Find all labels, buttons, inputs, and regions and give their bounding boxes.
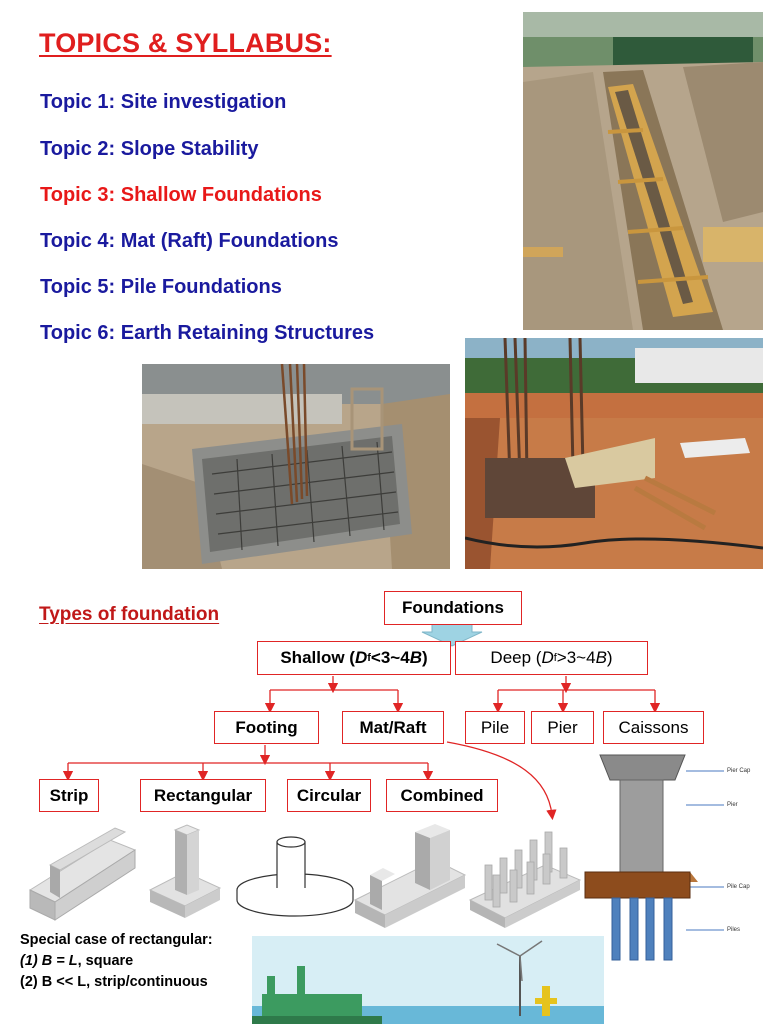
shallow-mid: <3~4 xyxy=(370,648,410,667)
shallow-box xyxy=(257,641,451,675)
combined-box: Combined xyxy=(386,779,498,812)
footing-box: Footing xyxy=(214,711,319,744)
deep-d: D xyxy=(541,648,554,667)
piles-label: Piles xyxy=(727,927,741,933)
deep-sub: f xyxy=(553,652,557,664)
topic-3-active: Topic 3: Shallow Foundations xyxy=(40,184,322,206)
strip-footing-illustration xyxy=(30,828,135,920)
topic-1: Topic 1: Site investigation xyxy=(40,91,287,113)
topic-2: Topic 2: Slope Stability xyxy=(40,138,259,160)
special-1-rest: , square xyxy=(77,953,134,969)
topic-4: Topic 4: Mat (Raft) Foundations xyxy=(40,230,339,252)
page-title: TOPICS & SYLLABUS: xyxy=(39,28,332,58)
deep-box xyxy=(455,641,648,675)
special-2-num: (2) xyxy=(20,974,38,990)
special-case-line-1 xyxy=(20,951,213,972)
deep-prefix: Deep ( xyxy=(490,648,542,667)
shallow-suffix: ) xyxy=(421,648,428,667)
special-2-text: B << L, strip/continuous xyxy=(37,974,208,990)
deep-suffix: ) xyxy=(606,648,613,667)
shallow-sub: f xyxy=(367,652,371,664)
shallow-prefix: Shallow ( xyxy=(280,648,355,667)
shallow-d: D xyxy=(354,648,368,667)
circular-footing-illustration xyxy=(237,837,353,916)
rectangular-box: Rectangular xyxy=(140,779,266,812)
pier-box: Pier xyxy=(531,711,594,744)
mat-raft-box: Mat/Raft xyxy=(342,711,444,744)
special-case-note xyxy=(20,930,213,993)
mat-raft-illustration xyxy=(470,832,580,928)
circular-box: Circular xyxy=(287,779,371,812)
offshore-foundation-illustration xyxy=(252,936,604,1024)
deep-foundation-site-photo xyxy=(465,338,763,569)
pile-box: Pile xyxy=(465,711,525,744)
foundations-root-box: Foundations xyxy=(384,591,522,625)
types-of-foundation-label: Types of foundation xyxy=(39,604,220,625)
rectangular-footing-illustration xyxy=(150,825,220,918)
topic-5: Topic 5: Pile Foundations xyxy=(40,276,282,298)
special-1-num: (1) xyxy=(20,953,38,969)
isolated-footing-photo xyxy=(142,364,450,569)
deep-b: B xyxy=(595,648,607,667)
caissons-box: Caissons xyxy=(603,711,704,744)
special-case-title: Special case of rectangular: xyxy=(20,932,213,948)
strip-footing-trench-photo xyxy=(523,12,763,330)
shallow-b: B xyxy=(409,648,422,667)
special-1-text: B = L xyxy=(37,953,78,969)
topic-6: Topic 6: Earth Retaining Structures xyxy=(40,322,375,344)
footing-illustrations xyxy=(15,820,605,930)
pier-label: Pier xyxy=(727,802,738,808)
deep-mid: >3~4 xyxy=(556,648,596,667)
special-case-line-2 xyxy=(20,972,213,993)
pier-cap-label: Pier Cap xyxy=(727,768,751,774)
pile-cap-label: Pile Cap xyxy=(727,884,750,890)
combined-footing-illustration xyxy=(355,824,465,928)
strip-box: Strip xyxy=(39,779,99,812)
